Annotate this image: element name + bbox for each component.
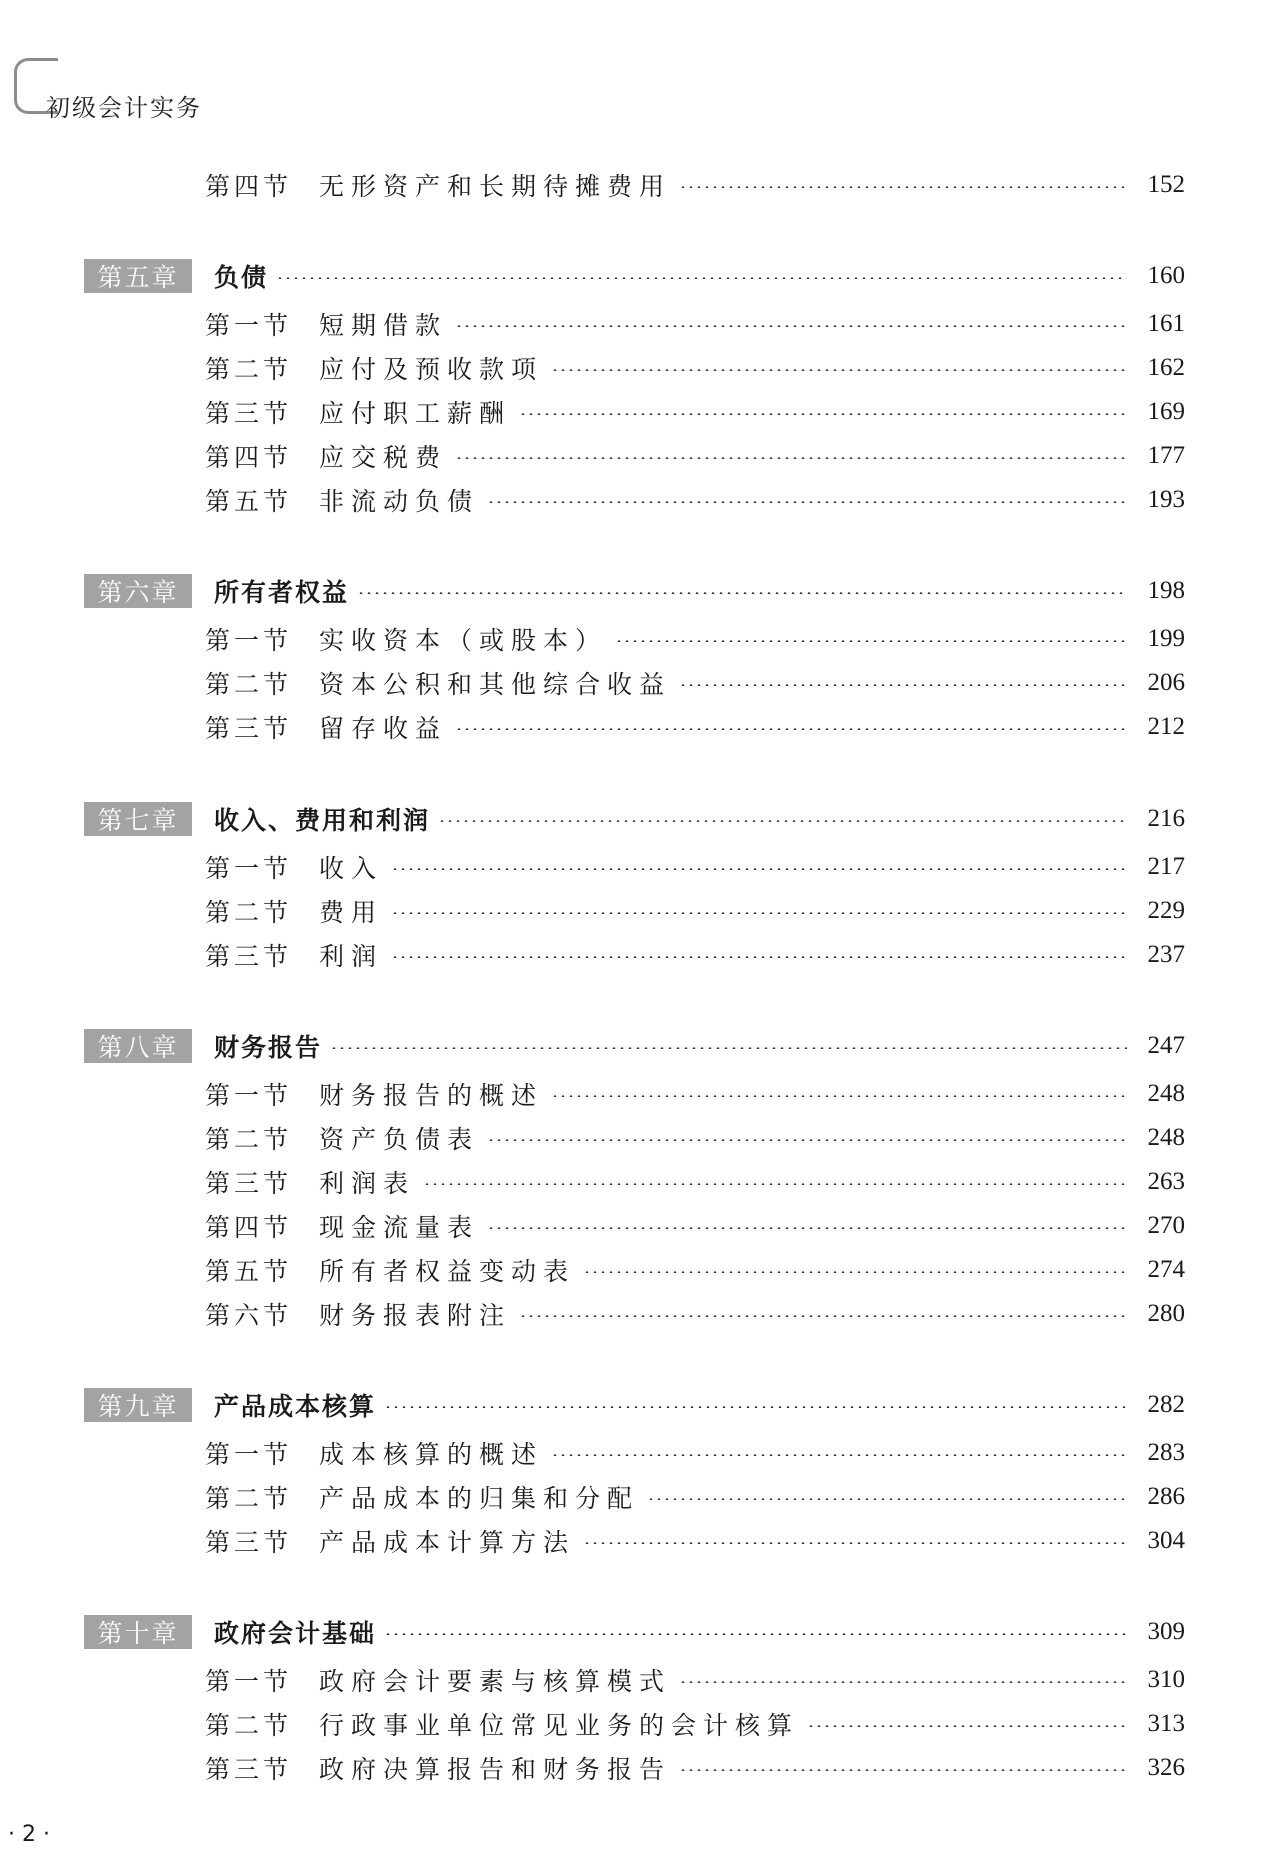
section-title: 产品成本的归集和分配 xyxy=(319,1484,640,1513)
section-label: 第三节 xyxy=(205,942,293,971)
chapter-badge: 第十章 xyxy=(84,1615,192,1649)
section-label: 第六节 xyxy=(205,1301,293,1330)
section-title: 无形资产和长期待摊费用 xyxy=(319,172,672,201)
toc-section[interactable] xyxy=(205,1434,1185,1472)
leader-dots xyxy=(391,956,1127,958)
page-ref: 280 xyxy=(1147,1300,1185,1327)
page-ref: 169 xyxy=(1147,398,1185,425)
toc-chapter[interactable] xyxy=(84,1027,1185,1065)
chapter-title: 财务报告 xyxy=(214,1033,323,1062)
toc-section[interactable] xyxy=(205,848,1185,886)
chapter-title: 产品成本核算 xyxy=(214,1392,377,1421)
section-title: 财务报表附注 xyxy=(319,1301,512,1330)
leader-dots xyxy=(679,1681,1127,1683)
leader-dots xyxy=(384,1633,1127,1635)
leader-dots xyxy=(276,277,1127,279)
section-label: 第一节 xyxy=(205,1667,293,1696)
leader-dots xyxy=(583,1271,1127,1273)
page-ref: 217 xyxy=(1147,853,1185,880)
toc-chapter[interactable] xyxy=(84,257,1185,295)
chapter-title: 负债 xyxy=(214,263,269,292)
section-label: 第三节 xyxy=(205,1528,293,1557)
toc-section[interactable] xyxy=(205,1705,1185,1743)
toc-section[interactable] xyxy=(205,1749,1185,1787)
section-title: 资产负债表 xyxy=(319,1125,480,1154)
section-label: 第二节 xyxy=(205,1711,293,1740)
section-title: 所有者权益变动表 xyxy=(319,1257,576,1286)
section-label: 第一节 xyxy=(205,854,293,883)
section-title: 应付及预收款项 xyxy=(319,355,544,384)
section-title: 利润表 xyxy=(319,1169,416,1198)
toc-section[interactable] xyxy=(205,708,1185,746)
chapter-title: 收入、费用和利润 xyxy=(214,806,431,835)
toc-section[interactable] xyxy=(205,1207,1185,1245)
page-ref: 286 xyxy=(1147,1483,1185,1510)
book-title: 初级会计实务 xyxy=(46,94,202,122)
toc-section[interactable] xyxy=(205,481,1185,519)
section-label: 第五节 xyxy=(205,487,293,516)
leader-dots xyxy=(455,457,1127,459)
section-label: 第三节 xyxy=(205,399,293,428)
chapter-title: 政府会计基础 xyxy=(214,1619,377,1648)
section-label: 第三节 xyxy=(205,714,293,743)
leader-dots xyxy=(519,1315,1127,1317)
page-number: · 2 · xyxy=(8,1822,50,1847)
leader-dots xyxy=(679,1769,1127,1771)
section-title: 资本公积和其他综合收益 xyxy=(319,670,672,699)
toc-section[interactable] xyxy=(205,1522,1185,1560)
page-ref: 326 xyxy=(1147,1754,1185,1781)
leader-dots xyxy=(615,640,1127,642)
toc-section[interactable] xyxy=(205,664,1185,702)
page-ref: 263 xyxy=(1147,1168,1185,1195)
page-ref: 212 xyxy=(1147,713,1185,740)
page-ref: 282 xyxy=(1147,1391,1185,1418)
toc-section[interactable] xyxy=(205,1251,1185,1289)
toc-section[interactable] xyxy=(205,1119,1185,1157)
toc-section[interactable] xyxy=(205,349,1185,387)
page-ref: 199 xyxy=(1147,625,1185,652)
section-label: 第四节 xyxy=(205,443,293,472)
toc-section[interactable] xyxy=(205,166,1185,204)
section-label: 第二节 xyxy=(205,898,293,927)
leader-dots xyxy=(519,413,1127,415)
section-title: 应交税费 xyxy=(319,443,448,472)
section-label: 第三节 xyxy=(205,1755,293,1784)
leader-dots xyxy=(647,1498,1127,1500)
toc-section[interactable] xyxy=(205,1295,1185,1333)
leader-dots xyxy=(438,820,1127,822)
section-title: 政府决算报告和财务报告 xyxy=(319,1755,672,1784)
section-title: 非流动负债 xyxy=(319,487,480,516)
section-label: 第三节 xyxy=(205,1169,293,1198)
page-ref: 270 xyxy=(1147,1212,1185,1239)
page-ref: 248 xyxy=(1147,1080,1185,1107)
toc-section[interactable] xyxy=(205,1075,1185,1113)
page-ref: 304 xyxy=(1147,1527,1185,1554)
section-label: 第一节 xyxy=(205,626,293,655)
section-title: 政府会计要素与核算模式 xyxy=(319,1667,672,1696)
page-ref: 274 xyxy=(1147,1256,1185,1283)
section-title: 成本核算的概述 xyxy=(319,1440,544,1469)
chapter-badge: 第九章 xyxy=(84,1388,192,1422)
toc-section[interactable] xyxy=(205,892,1185,930)
section-title: 留存收益 xyxy=(319,714,448,743)
page-ref: 310 xyxy=(1147,1666,1185,1693)
page-ref: 162 xyxy=(1147,354,1185,381)
leader-dots xyxy=(391,912,1127,914)
chapter-badge: 第五章 xyxy=(84,259,192,293)
page-ref: 313 xyxy=(1147,1710,1185,1737)
leader-dots xyxy=(487,501,1127,503)
toc-section[interactable] xyxy=(205,1478,1185,1516)
section-label: 第二节 xyxy=(205,670,293,699)
leader-dots xyxy=(487,1139,1127,1141)
page-ref: 229 xyxy=(1147,897,1185,924)
page-ref: 216 xyxy=(1147,805,1185,832)
section-title: 现金流量表 xyxy=(319,1213,480,1242)
leader-dots xyxy=(391,868,1127,870)
leader-dots xyxy=(679,186,1127,188)
toc-section[interactable] xyxy=(205,305,1185,343)
leader-dots xyxy=(807,1725,1127,1727)
page-ref: 177 xyxy=(1147,442,1185,469)
page-ref: 283 xyxy=(1147,1439,1185,1466)
page-ref: 248 xyxy=(1147,1124,1185,1151)
section-title: 实收资本（或股本） xyxy=(319,626,608,655)
leader-dots xyxy=(551,1095,1127,1097)
leader-dots xyxy=(423,1183,1127,1185)
section-title: 产品成本计算方法 xyxy=(319,1528,576,1557)
leader-dots xyxy=(330,1047,1127,1049)
section-label: 第二节 xyxy=(205,355,293,384)
leader-dots xyxy=(357,592,1127,594)
page-ref: 309 xyxy=(1147,1618,1185,1645)
leader-dots xyxy=(551,369,1127,371)
section-title: 利润 xyxy=(319,942,384,971)
section-label: 第四节 xyxy=(205,1213,293,1242)
chapter-title: 所有者权益 xyxy=(214,578,350,607)
leader-dots xyxy=(455,728,1127,730)
toc-chapter[interactable] xyxy=(84,800,1185,838)
toc-chapter[interactable] xyxy=(84,1386,1185,1424)
toc-chapter[interactable] xyxy=(84,572,1185,610)
page-ref: 160 xyxy=(1147,262,1185,289)
leader-dots xyxy=(455,325,1127,327)
page-ref: 206 xyxy=(1147,669,1185,696)
section-label: 第二节 xyxy=(205,1125,293,1154)
section-label: 第一节 xyxy=(205,1081,293,1110)
toc-section[interactable] xyxy=(205,393,1185,431)
toc-chapter[interactable] xyxy=(84,1613,1185,1651)
page-ref: 161 xyxy=(1147,310,1185,337)
page-ref: 193 xyxy=(1147,486,1185,513)
section-label: 第五节 xyxy=(205,1257,293,1286)
chapter-badge: 第七章 xyxy=(84,802,192,836)
page-ref: 198 xyxy=(1147,577,1185,604)
section-title: 行政事业单位常见业务的会计核算 xyxy=(319,1711,800,1740)
section-title: 财务报告的概述 xyxy=(319,1081,544,1110)
chapter-badge: 第六章 xyxy=(84,574,192,608)
toc-section[interactable] xyxy=(205,936,1185,974)
leader-dots xyxy=(487,1227,1127,1229)
toc-section[interactable] xyxy=(205,620,1185,658)
page-ref: 237 xyxy=(1147,941,1185,968)
leader-dots xyxy=(583,1542,1127,1544)
leader-dots xyxy=(679,684,1127,686)
section-title: 应付职工薪酬 xyxy=(319,399,512,428)
page-ref: 152 xyxy=(1147,171,1185,198)
section-label: 第一节 xyxy=(205,311,293,340)
chapter-badge: 第八章 xyxy=(84,1029,192,1063)
leader-dots xyxy=(384,1406,1127,1408)
section-title: 收入 xyxy=(319,854,384,883)
section-label: 第二节 xyxy=(205,1484,293,1513)
page-ref: 247 xyxy=(1147,1032,1185,1059)
leader-dots xyxy=(551,1454,1127,1456)
toc-section[interactable] xyxy=(205,437,1185,475)
section-label: 第四节 xyxy=(205,172,293,201)
section-label: 第一节 xyxy=(205,1440,293,1469)
toc-section[interactable] xyxy=(205,1661,1185,1699)
section-title: 短期借款 xyxy=(319,311,448,340)
section-title: 费用 xyxy=(319,898,384,927)
toc-section[interactable] xyxy=(205,1163,1185,1201)
